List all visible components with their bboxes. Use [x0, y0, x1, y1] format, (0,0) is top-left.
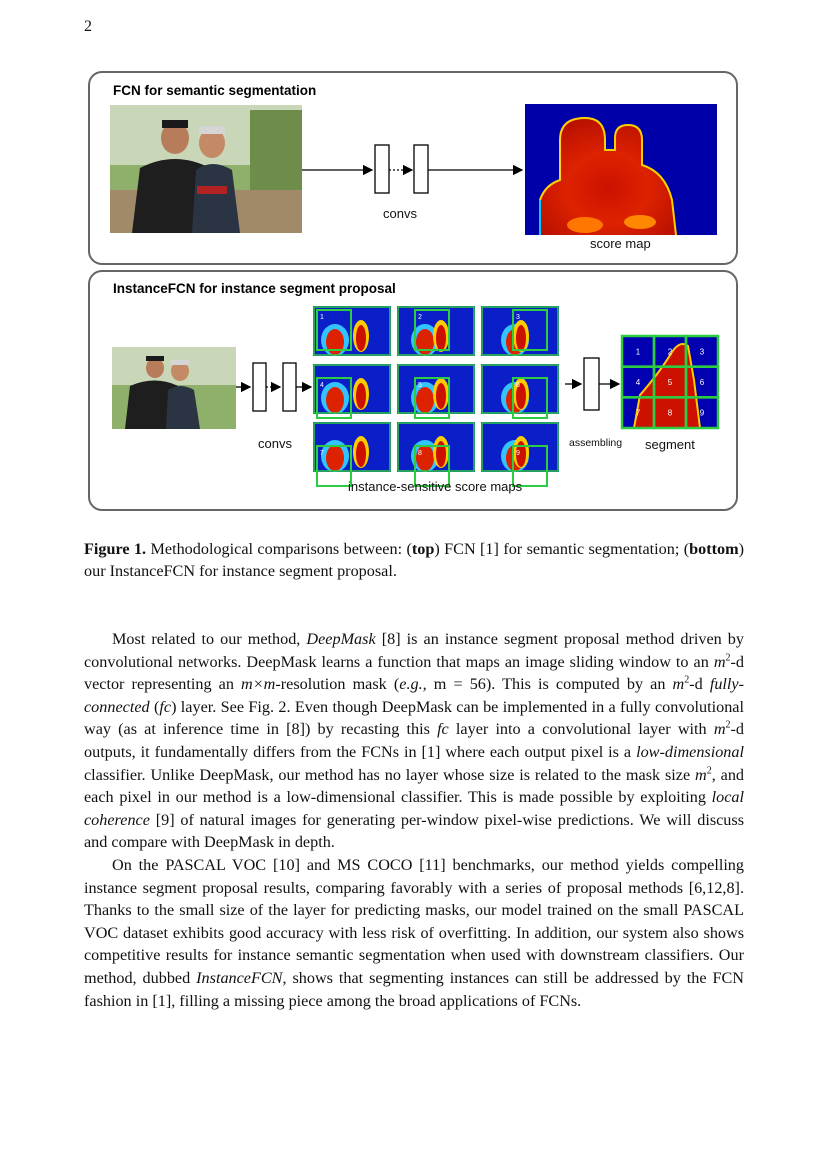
score-map-index: 3 [516, 314, 520, 321]
conv-block [283, 363, 296, 411]
score-map-index: 5 [418, 382, 422, 389]
score-map-grid [313, 306, 559, 486]
segment-label: segment [645, 437, 695, 452]
score-map-label: score map [590, 236, 651, 251]
segment-cell-number: 3 [699, 347, 705, 357]
instancefcn-panel-title: InstanceFCN for instance segment proposal [113, 281, 396, 296]
score-map-5 [397, 364, 475, 418]
score-map-index: 4 [320, 382, 324, 389]
segment-cell-number: 6 [699, 378, 705, 388]
input-photo-small [112, 347, 236, 429]
fcn-panel-title: FCN for semantic segmentation [113, 83, 317, 98]
paragraph-2: On the PASCAL VOC [10] and MS COCO [11] benchmarks, our method yields compelling instance segment proposal results, comparing favorably with a series of proposal methods [6,12,8]. Thanks to the small size of the layer for predicting masks, our model trained on the small PASCAL VOC dataset exhibits good accuracy with less risk of overfitting. In addition, our system also shows competitive results for instance semantic segmentation when used with downstream classifiers. Our method, dubbed InstanceFCN, shows that segmenting instances can still be addressed by the FCN fashion in [1], filling a missing piece among the broad applications of FCNs. [84, 855, 744, 1010]
score-map-index: 9 [516, 450, 520, 457]
page-number: 2 [84, 18, 92, 35]
segment-cell-number: 4 [635, 378, 641, 388]
score-map-1 [313, 306, 391, 356]
score-map-index: 1 [320, 314, 324, 321]
score-map-index: 2 [418, 314, 422, 321]
score-map-8 [397, 422, 475, 486]
segment-cell-number: 1 [635, 347, 641, 357]
segment-cell-number: 8 [667, 408, 673, 418]
score-map-index: 8 [418, 450, 422, 457]
score-map-7 [313, 422, 391, 486]
conv-block [253, 363, 266, 411]
score-map-3 [481, 306, 559, 356]
paragraph-1: Most related to our method, DeepMask [8] is an instance segment proposal method driven by convolutional networks. DeepMask learns a function that maps an image sliding window to an $m^2-d$ vector representing an m×m-resolution mask (e.g., m = 56). This is computed by an $m^2-d$ fully-connected (fc) layer. See Fig. 2. Even though DeepMask can be implemented in a fully convolutional way (as at inference time in [8]) by recasting this fc layer into a convolutional layer with $m^2-d$ outputs, it fundamentally differs from the FCNs in [1] where each output pixel is a low-dimensional classifier. Unlike DeepMask, our method has no layer whose size is related to the mask size $m^2$, and each pixel in our method is a low-dimensional classifier. This is made possible by exploiting local coherence [9] of natural images for generating per-window pixel-wise predictions. We will discuss and compare with DeepMask in depth. [84, 630, 745, 852]
segment-cell-number: 9 [699, 408, 705, 418]
score-map-9 [481, 422, 559, 486]
score-map-index: 6 [516, 382, 520, 389]
score-map-4 [313, 364, 391, 418]
score-map-2 [397, 306, 475, 356]
score-maps-label: instance-sensitive score maps [348, 479, 523, 494]
score-map-index: 7 [320, 450, 324, 457]
score-map-6 [481, 364, 559, 418]
figure-caption: Figure 1. Methodological comparisons between: (top) FCN [1] for semantic segmentation; (bottom) our InstanceFCN for instance segment proposal. [84, 540, 744, 580]
bottom-convs-label: convs [258, 436, 292, 451]
assembling-label: assembling [569, 437, 623, 449]
body-text [84, 628, 744, 1012]
segment-output [622, 336, 718, 428]
segment-cell-number: 5 [667, 378, 673, 388]
top-convs-label: convs [383, 206, 417, 221]
caption-label: Figure 1. [84, 540, 147, 558]
segment-cell-number: 7 [635, 408, 641, 418]
instancefcn-diagram [0, 0, 827, 520]
assembling-block [584, 358, 599, 410]
segment-cell-number: 2 [667, 347, 673, 357]
